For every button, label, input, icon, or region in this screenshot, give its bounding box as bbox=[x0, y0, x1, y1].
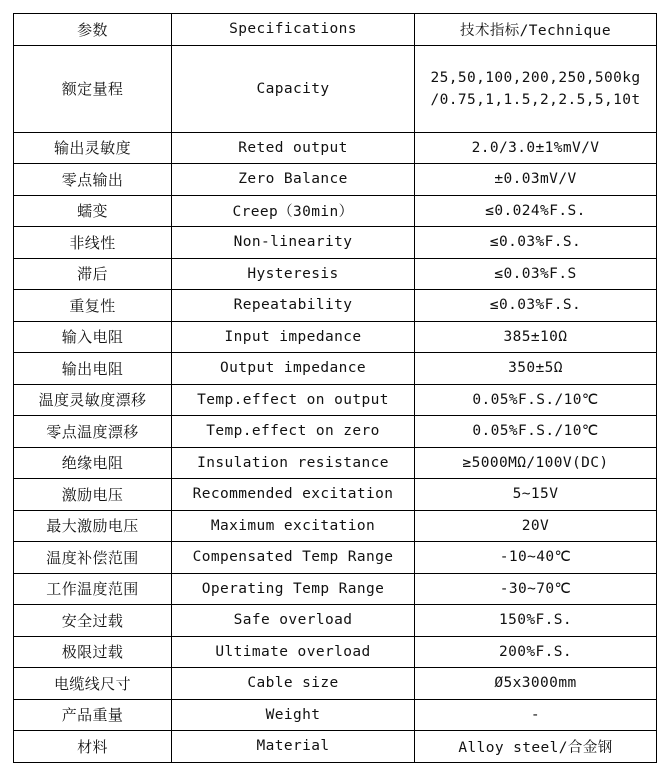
table-row bbox=[14, 668, 657, 700]
param-en: Temp.effect on zero bbox=[172, 416, 415, 448]
param-en: Maximum excitation bbox=[172, 510, 415, 542]
param-value: ≤0.03%F.S. bbox=[415, 227, 657, 259]
table-row bbox=[14, 164, 657, 196]
param-cn: 非线性 bbox=[14, 227, 172, 259]
table-row bbox=[14, 605, 657, 637]
table-row bbox=[14, 195, 657, 227]
param-en: Ultimate overload bbox=[172, 636, 415, 668]
table-row bbox=[14, 479, 657, 511]
param-value bbox=[415, 45, 657, 132]
table-row bbox=[14, 573, 657, 605]
table-row bbox=[14, 321, 657, 353]
param-cn: 温度补偿范围 bbox=[14, 542, 172, 574]
param-en: Recommended excitation bbox=[172, 479, 415, 511]
param-en: Hysteresis bbox=[172, 258, 415, 290]
param-en: Input impedance bbox=[172, 321, 415, 353]
param-en: Material bbox=[172, 731, 415, 763]
param-en: Non-linearity bbox=[172, 227, 415, 259]
param-value: ±0.03mV/V bbox=[415, 164, 657, 196]
param-value: ≤0.03%F.S. bbox=[415, 290, 657, 322]
param-value-line2: /0.75,1,1.5,2,2.5,5,10t bbox=[430, 91, 641, 108]
param-cn: 温度灵敏度漂移 bbox=[14, 384, 172, 416]
param-value: 150%F.S. bbox=[415, 605, 657, 637]
table-row bbox=[14, 132, 657, 164]
param-value: 0.05%F.S./10℃ bbox=[415, 416, 657, 448]
param-value: Alloy steel/合金钢 bbox=[415, 731, 657, 763]
table-row bbox=[14, 699, 657, 731]
header-parameter: 参数 bbox=[14, 14, 172, 46]
param-value: 350±5Ω bbox=[415, 353, 657, 385]
param-value: 2.0/3.0±1%mV/V bbox=[415, 132, 657, 164]
param-value: 20V bbox=[415, 510, 657, 542]
param-en: Safe overload bbox=[172, 605, 415, 637]
table-row bbox=[14, 636, 657, 668]
spec-table bbox=[13, 13, 657, 763]
param-en: Zero Balance bbox=[172, 164, 415, 196]
table-row bbox=[14, 353, 657, 385]
param-cn: 极限过载 bbox=[14, 636, 172, 668]
param-cn: 最大激励电压 bbox=[14, 510, 172, 542]
param-value: - bbox=[415, 699, 657, 731]
table-header-row bbox=[14, 14, 657, 46]
param-en: Insulation resistance bbox=[172, 447, 415, 479]
param-en: Output impedance bbox=[172, 353, 415, 385]
param-cn: 额定量程 bbox=[14, 45, 172, 132]
param-value: Ø5x3000mm bbox=[415, 668, 657, 700]
param-value: ≤0.024%F.S. bbox=[415, 195, 657, 227]
param-cn: 重复性 bbox=[14, 290, 172, 322]
param-en: Capacity bbox=[172, 45, 415, 132]
param-cn: 零点输出 bbox=[14, 164, 172, 196]
param-value: 0.05%F.S./10℃ bbox=[415, 384, 657, 416]
param-en: Repeatability bbox=[172, 290, 415, 322]
param-cn: 滞后 bbox=[14, 258, 172, 290]
table-row bbox=[14, 416, 657, 448]
param-cn: 产品重量 bbox=[14, 699, 172, 731]
table-row bbox=[14, 731, 657, 763]
param-en: Reted output bbox=[172, 132, 415, 164]
table-row bbox=[14, 227, 657, 259]
param-value: ≤0.03%F.S bbox=[415, 258, 657, 290]
table-row bbox=[14, 447, 657, 479]
table-row bbox=[14, 45, 657, 132]
param-cn: 输出电阻 bbox=[14, 353, 172, 385]
param-en: Cable size bbox=[172, 668, 415, 700]
param-value: -30~70℃ bbox=[415, 573, 657, 605]
param-value: 200%F.S. bbox=[415, 636, 657, 668]
param-cn: 工作温度范围 bbox=[14, 573, 172, 605]
param-cn: 输出灵敏度 bbox=[14, 132, 172, 164]
param-en: Operating Temp Range bbox=[172, 573, 415, 605]
param-cn: 输入电阻 bbox=[14, 321, 172, 353]
param-cn: 绝缘电阻 bbox=[14, 447, 172, 479]
param-en: Creep（30min） bbox=[172, 195, 415, 227]
table-row bbox=[14, 542, 657, 574]
param-en: Weight bbox=[172, 699, 415, 731]
param-value-line1: 25,50,100,200,250,500kg bbox=[430, 69, 641, 86]
table-row bbox=[14, 258, 657, 290]
table-row bbox=[14, 290, 657, 322]
param-value: 5~15V bbox=[415, 479, 657, 511]
param-value: 385±10Ω bbox=[415, 321, 657, 353]
param-cn: 零点温度漂移 bbox=[14, 416, 172, 448]
header-technique: 技术指标/Technique bbox=[415, 14, 657, 46]
param-cn: 激励电压 bbox=[14, 479, 172, 511]
param-value: -10~40℃ bbox=[415, 542, 657, 574]
param-en: Compensated Temp Range bbox=[172, 542, 415, 574]
param-cn: 蠕变 bbox=[14, 195, 172, 227]
param-cn: 电缆线尺寸 bbox=[14, 668, 172, 700]
param-cn: 安全过载 bbox=[14, 605, 172, 637]
param-cn: 材料 bbox=[14, 731, 172, 763]
param-value: ≥5000MΩ/100V(DC) bbox=[415, 447, 657, 479]
header-specifications: Specifications bbox=[172, 14, 415, 46]
param-en: Temp.effect on output bbox=[172, 384, 415, 416]
table-row bbox=[14, 510, 657, 542]
table-row bbox=[14, 384, 657, 416]
